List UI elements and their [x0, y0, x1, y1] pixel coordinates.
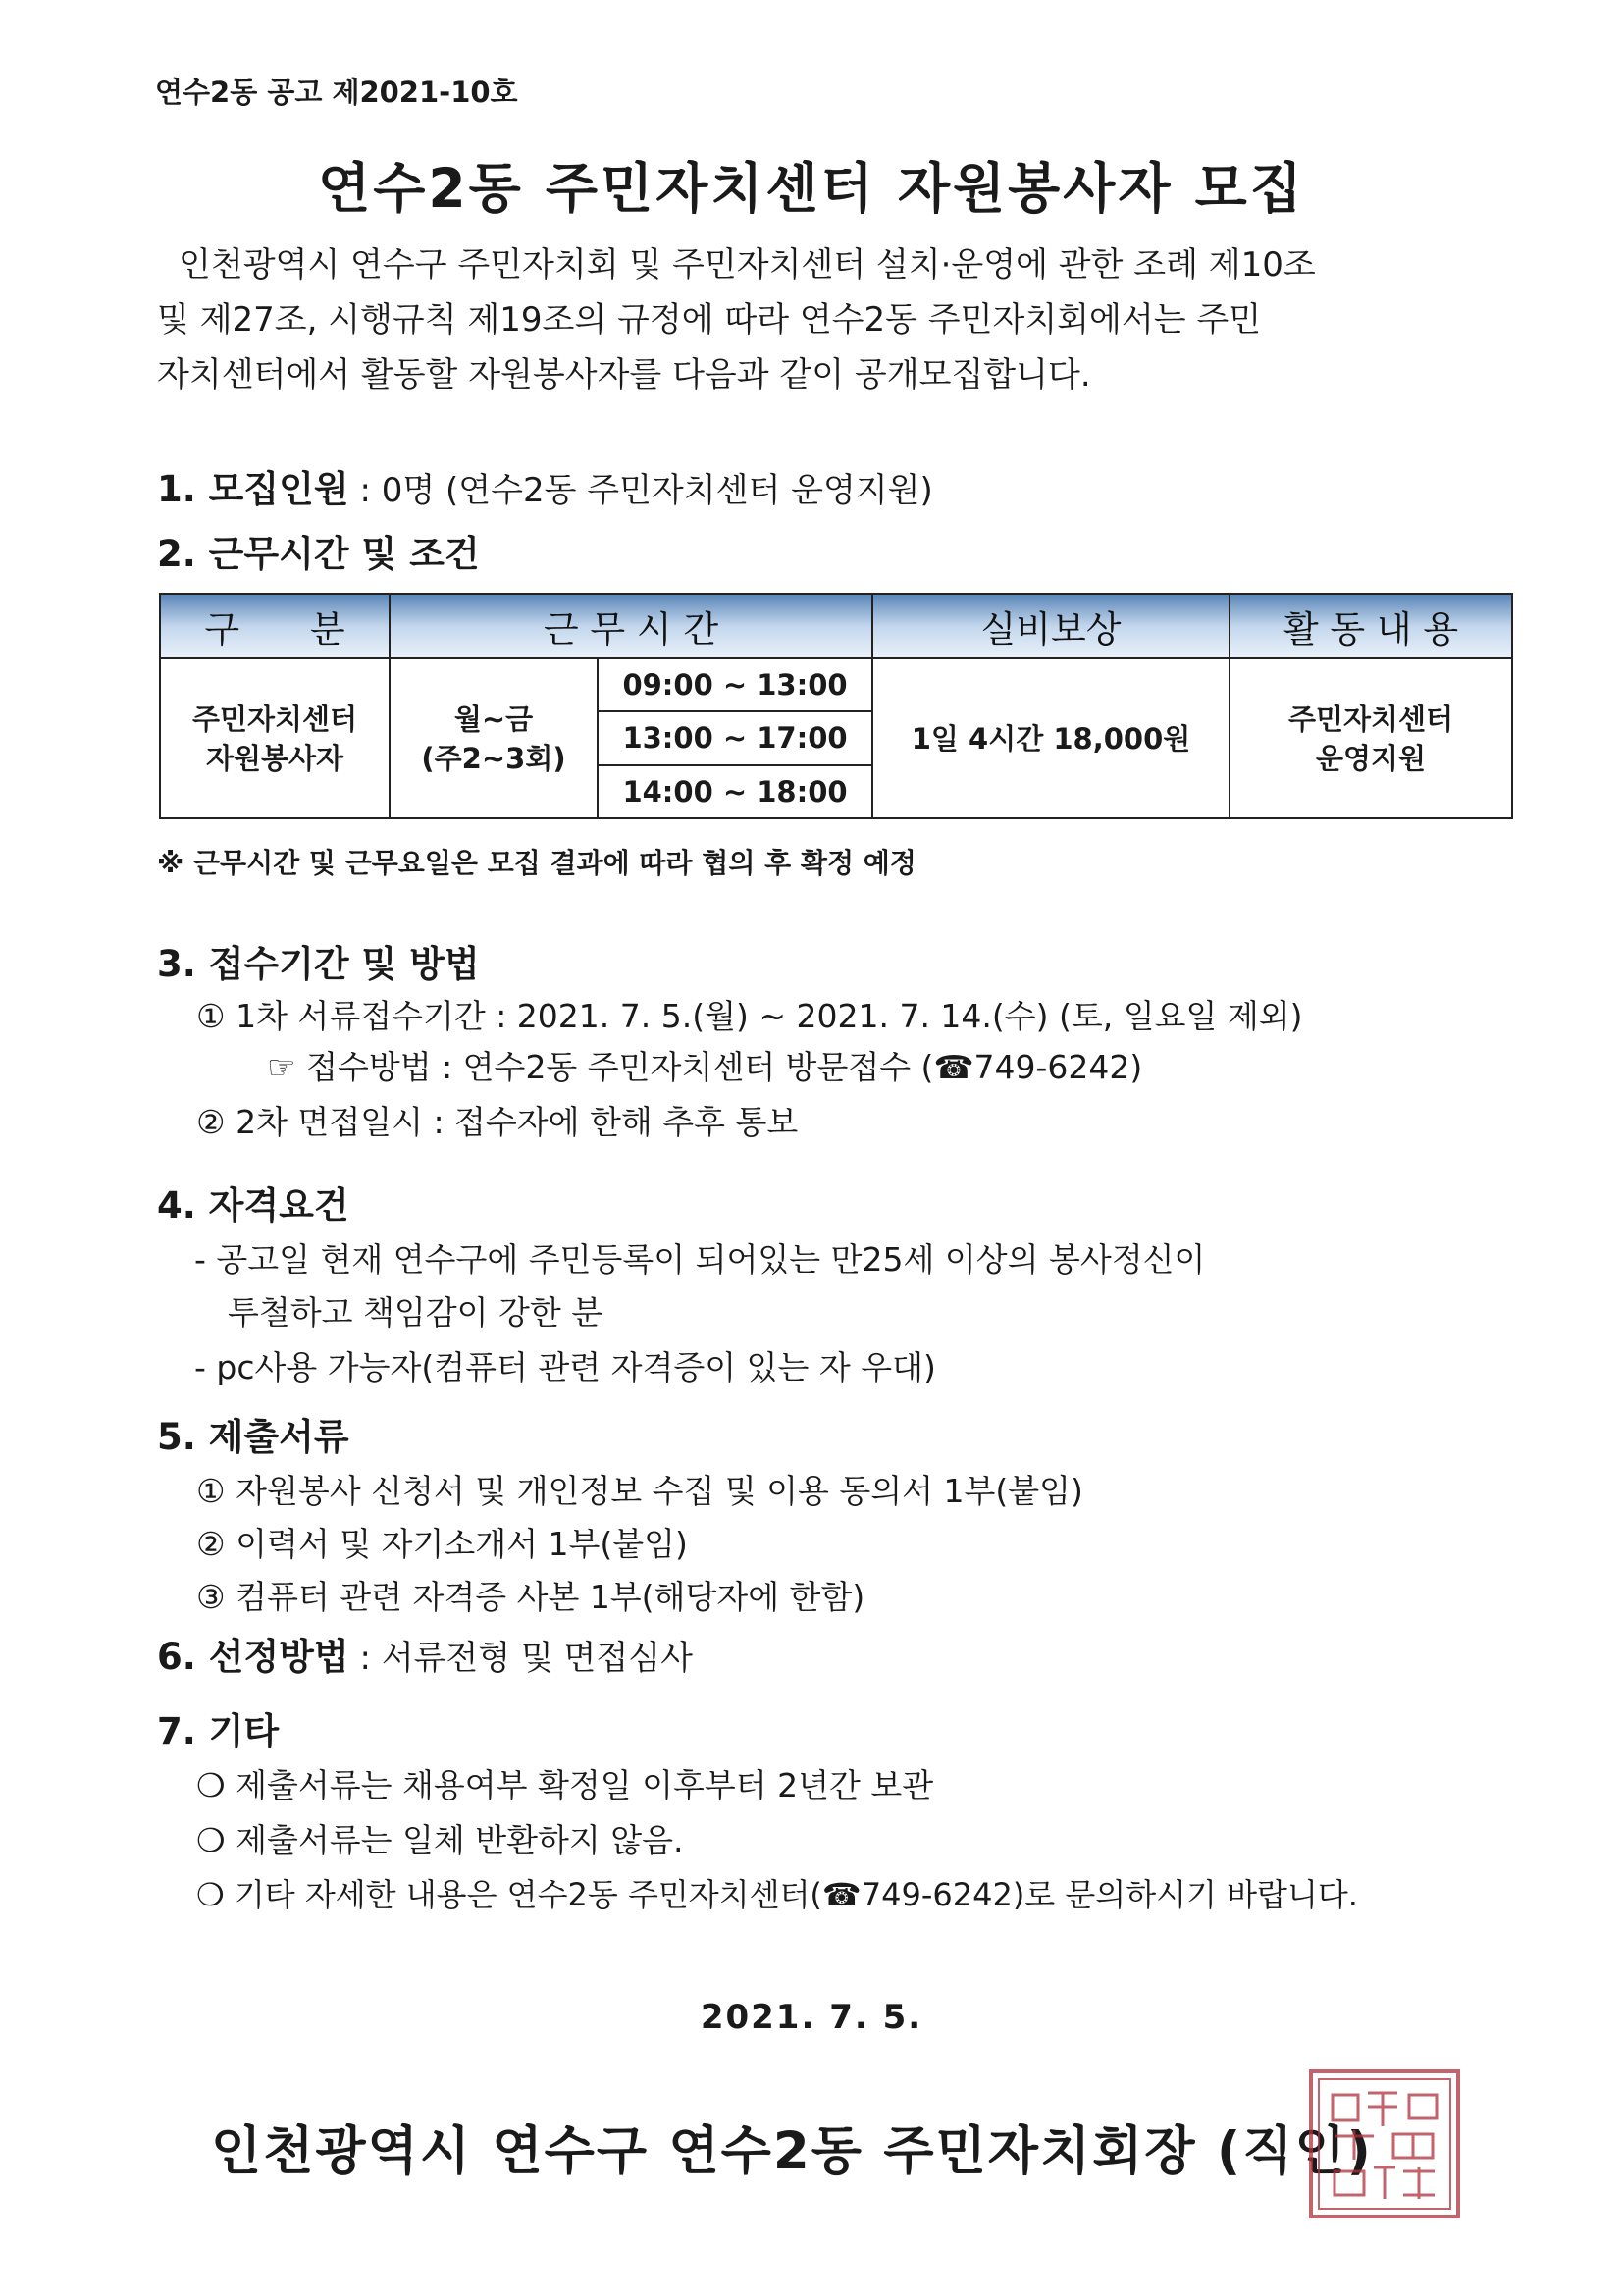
cell-time-slot: 14:00 ~ 18:00	[598, 765, 872, 818]
cell-time-slot: 09:00 ~ 13:00	[598, 658, 872, 711]
section-2-heading: 2. 근무시간 및 조건	[157, 533, 480, 575]
notice-number: 연수2동 공고 제2021-10호	[155, 76, 518, 109]
intro-line: 및 제27조, 시행규칙 제19조의 규정에 따라 연수2동 주민자치회에서는 주민	[157, 300, 1262, 339]
interview-schedule: ② 2차 면접일시 : 접수자에 한해 추후 통보	[196, 1103, 799, 1141]
section-7-heading: 7. 기타	[157, 1710, 280, 1752]
intro-paragraph	[157, 237, 1521, 402]
cell-time-slot: 13:00 ~ 17:00	[598, 711, 872, 764]
misc-item: ❍ 제출서류는 채용여부 확정일 이후부터 2년간 보관	[196, 1766, 934, 1804]
cell-pay: 1일 4시간 18,000원	[872, 658, 1230, 818]
qualification-item: - 공고일 현재 연수구에 주민등록이 되어있는 만25세 이상의 봉사정신이	[194, 1240, 1206, 1278]
misc-item: ❍ 기타 자세한 내용은 연수2동 주민자치센터(☎749-6242)로 문의하시기 바랍니다.	[196, 1876, 1358, 1913]
header-work-hours: 근 무 시 간	[390, 594, 872, 658]
category-line: 주민자치센터	[191, 702, 358, 736]
page-title: 연수2동 주민자치센터 자원봉사자 모집	[318, 157, 1305, 220]
notice-date: 2021. 7. 5.	[700, 1998, 923, 2037]
submission-method: ☞ 접수방법 : 연수2동 주민자치센터 방문접수 (☎749-6242)	[267, 1048, 1143, 1086]
document-item: ② 이력서 및 자기소개서 1부(붙임)	[196, 1525, 688, 1563]
section-3-heading: 3. 접수기간 및 방법	[157, 943, 480, 985]
days-line: 월~금	[453, 702, 534, 736]
work-conditions-table	[159, 593, 1513, 819]
table-header-row	[160, 594, 1512, 658]
header-compensation: 실비보상	[872, 594, 1230, 658]
official-seal-icon	[1305, 2065, 1464, 2222]
signature-line: 인천광역시 연수구 연수2동 주민자치회장 (직인)	[211, 2121, 1373, 2181]
cell-days	[390, 658, 598, 818]
table-row	[160, 658, 1512, 711]
qualification-item: - pc사용 가능자(컴퓨터 관련 자격증이 있는 자 우대)	[194, 1348, 936, 1386]
section-heading: 1. 모집인원	[157, 468, 349, 510]
qualification-item-continued: 투철하고 책임감이 강한 분	[228, 1293, 603, 1331]
header-activity: 활 동 내 용	[1230, 594, 1512, 658]
cell-category	[160, 658, 390, 818]
submission-period: ① 1차 서류접수기간 : 2021. 7. 5.(월) ~ 2021. 7. 14.(수) (토, 일요일 제외)	[196, 997, 1303, 1035]
section-heading: 6. 선정방법	[157, 1636, 349, 1678]
section-6-selection	[157, 1627, 693, 1680]
document-item: ① 자원봉사 신청서 및 개인정보 수집 및 이용 동의서 1부(붙임)	[196, 1472, 1083, 1510]
intro-line: 자치센터에서 활동할 자원봉사자를 다음과 같이 공개모집합니다.	[157, 355, 1091, 394]
cell-activity	[1230, 658, 1512, 818]
section-4-heading: 4. 자격요건	[157, 1184, 349, 1226]
intro-line: 인천광역시 연수구 주민자치회 및 주민자치센터 설치·운영에 관한 조례 제10조	[179, 245, 1316, 285]
days-line: (주2~3회)	[421, 741, 566, 775]
document-item: ③ 컴퓨터 관련 자격증 사본 1부(해당자에 한함)	[196, 1578, 865, 1616]
misc-item: ❍ 제출서류는 일체 반환하지 않음.	[196, 1821, 684, 1859]
section-content: : 서류전형 및 면접심사	[348, 1639, 693, 1678]
section-5-heading: 5. 제출서류	[157, 1416, 349, 1458]
activity-line: 운영지원	[1315, 741, 1427, 775]
section-content: : 0명 (연수2동 주민자치센터 운영지원)	[348, 471, 933, 510]
work-hours-note: ※ 근무시간 및 근무요일은 모집 결과에 따라 협의 후 확정 예정	[157, 847, 916, 879]
section-1-recruits	[157, 459, 933, 512]
header-category: 구 분	[160, 594, 390, 658]
activity-line: 주민자치센터	[1287, 702, 1454, 736]
category-line: 자원봉사자	[205, 741, 344, 775]
